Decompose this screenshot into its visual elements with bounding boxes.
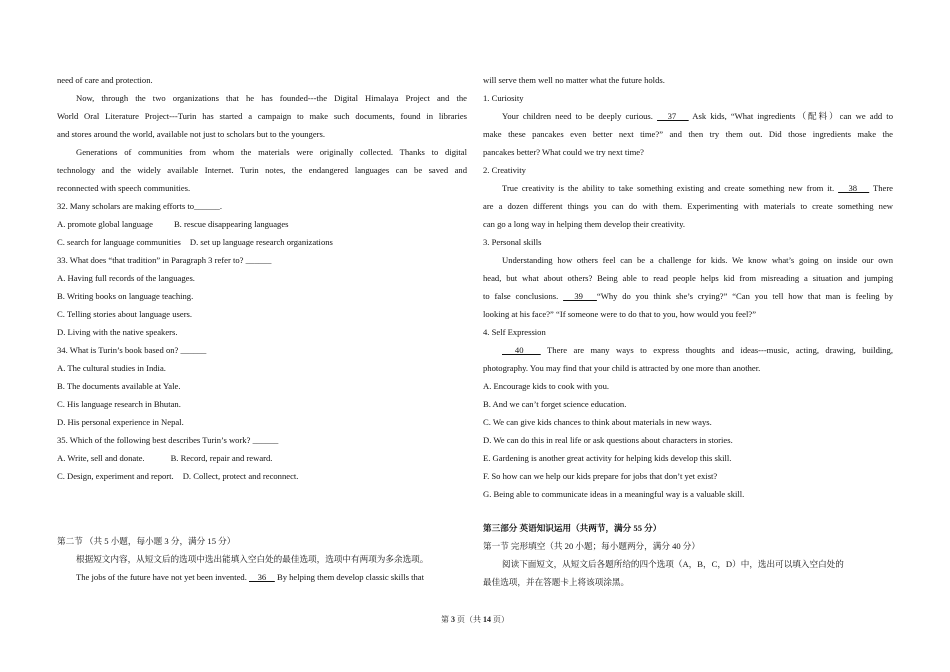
- passage-line: [483, 341, 893, 359]
- text-segment: “Why do you think she’s crying?” “Can you tell how that man is feeling by: [596, 291, 893, 301]
- text-segment: The jobs of the future have not yet been invented.: [76, 572, 250, 582]
- section-2-title: 第二节 （共 5 小题，每小题 3 分，满分 15 分）: [57, 536, 236, 546]
- option-a: A. The cultural studies in India.: [57, 363, 166, 373]
- part-3-title: 第三部分 英语知识运用（共两节，满分 55 分）: [483, 523, 662, 533]
- option-d: D. set up language research organizations: [189, 237, 333, 247]
- spacer: [57, 485, 467, 532]
- question-32-stem: 32. Many scholars are making efforts to______.: [57, 201, 222, 211]
- passage-line: [483, 107, 893, 125]
- option-b: B. Record, repair and reward.: [170, 453, 273, 463]
- text-segment: There: [869, 183, 893, 193]
- heading-personal-skills: 3. Personal skills: [483, 237, 542, 247]
- passage-line: World Oral Literature Project---Turin has started a campaign to make such documents, found in libraries: [57, 111, 467, 121]
- question-35-options-cd: [57, 467, 467, 485]
- passage-line: Understanding how others feel can be a challenge for kids. We know what’s going on inside our own: [502, 255, 893, 265]
- passage-line: [483, 287, 893, 305]
- blank-40: 40: [502, 345, 541, 355]
- part-3-subtitle: 第一节 完形填空（共 20 小题；每小题两分，满分 40 分）: [483, 541, 700, 551]
- option-d: D. Living with the native speakers.: [57, 327, 178, 337]
- option-b: B. rescue disappearing languages: [173, 219, 289, 229]
- option-b: B. The documents available at Yale.: [57, 381, 181, 391]
- answer-option-f: F. So how can we help our kids prepare for jobs that don’t yet exist?: [483, 471, 718, 481]
- option-c: C. search for language communities: [57, 237, 181, 247]
- heading-curiosity: 1. Curiosity: [483, 93, 524, 103]
- blank-39: 39: [563, 291, 597, 301]
- passage-line: reconnected with speech communities.: [57, 183, 191, 193]
- answer-option-c: C. We can give kids chances to think about materials in new ways.: [483, 417, 712, 427]
- footer-text: 第: [441, 615, 451, 624]
- answer-option-d: D. We can do this in real life or ask questions about characters in stories.: [483, 435, 733, 445]
- footer-text: 页）: [491, 615, 509, 624]
- part-3-instruction: 最佳选项，并在答题卡上将该项涂黑。: [483, 577, 630, 587]
- passage-line: head, but what about others? Being able to read people helps kid from misreading a situation and jumping: [483, 273, 893, 283]
- option-a: A. Having full records of the languages.: [57, 273, 195, 283]
- passage-line: can go a long way in helping them develop their creativity.: [483, 219, 686, 229]
- passage-line: Generations of communities from whom the materials were originally collected. Thanks to digital: [76, 147, 467, 157]
- option-d: D. Collect, protect and reconnect.: [182, 471, 299, 481]
- option-a: A. promote global language: [57, 219, 153, 229]
- heading-self-expression: 4. Self Expression: [483, 327, 546, 337]
- option-b: B. Writing books on language teaching.: [57, 291, 194, 301]
- answer-option-a: A. Encourage kids to cook with you.: [483, 381, 610, 391]
- passage-line: photography. You may find that your child is attracted by one more than another.: [483, 363, 761, 373]
- passage-line: and stores around the world, available not just to scholars but to the youngers.: [57, 129, 326, 139]
- answer-option-e: E. Gardening is another great activity for helping kids develop this skill.: [483, 453, 732, 463]
- passage-line: need of care and protection.: [57, 75, 153, 85]
- option-c: C. His language research in Bhutan.: [57, 399, 181, 409]
- passage-line: looking at his face?” “If someone were to do that to you, how would you feel?”: [483, 309, 757, 319]
- part-3-instruction: 阅读下面短文，从短文后各题所给的四个选项（A，B，C，D）中，选出可以填入空白处的: [502, 559, 844, 569]
- text-segment: True creativity is the ability to take something existing and create something new from it.: [502, 183, 839, 193]
- option-d: D. His personal experience in Nepal.: [57, 417, 184, 427]
- page-total: 14: [483, 615, 491, 624]
- question-35-options-ab: [57, 449, 467, 467]
- passage-line: [483, 179, 893, 197]
- blank-36: 36: [249, 572, 275, 582]
- question-34-stem: 34. What is Turin’s book based on? ______: [57, 345, 207, 355]
- page-number: 3: [451, 615, 455, 624]
- question-35-stem: 35. Which of the following best describes Turin’s work? ______: [57, 435, 279, 445]
- question-32-options-cd: [57, 233, 467, 251]
- option-a: A. Write, sell and donate.: [57, 453, 145, 463]
- section-2-instruction: 根据短文内容，从短文后的选项中选出能填入空白处的最佳选项，选项中有两项为多余选项。: [76, 554, 429, 564]
- option-c: C. Design, experiment and report.: [57, 471, 174, 481]
- passage-line: technology and the widely available Internet. Turin notes, the endangered languages can be saved and: [57, 165, 467, 175]
- answer-option-g: G. Being able to communicate ideas in a meaningful way is a valuable skill.: [483, 489, 745, 499]
- passage-line: Now, through the two organizations that he has founded---the Digital Himalaya Project and the: [76, 93, 467, 103]
- blank-38: 38: [838, 183, 870, 193]
- text-segment: By helping them develop classic skills that: [274, 572, 424, 582]
- page-footer: [0, 614, 950, 625]
- passage-line: will serve them well no matter what the future holds.: [483, 75, 665, 85]
- option-c: C. Telling stories about language users.: [57, 309, 193, 319]
- left-column: [57, 71, 467, 586]
- footer-text: 页（共: [455, 615, 483, 624]
- passage-line: are a dozen different things you can do with them. Experimenting with materials to create something new: [483, 201, 893, 211]
- answer-option-b: B. And we can’t forget science education.: [483, 399, 627, 409]
- question-32-options-ab: [57, 215, 467, 233]
- passage-line: pancakes better? What could we try next time?: [483, 147, 644, 157]
- blank-37: 37: [657, 111, 689, 121]
- section-2-first-line: [57, 568, 467, 586]
- question-33-stem: 33. What does “that tradition” in Paragraph 3 refer to? ______: [57, 255, 272, 265]
- text-segment: Ask kids, “What ingredients（配料）can we add to: [688, 111, 893, 121]
- text-segment: to false conclusions.: [483, 291, 564, 301]
- passage-line: make these pancakes even better next time?” and then try them out. Did those ingredients make the: [483, 129, 893, 139]
- text-segment: There are many ways to express thoughts and ideas---music, acting, drawing, building,: [540, 345, 893, 355]
- text-segment: Your children need to be deeply curious.: [502, 111, 658, 121]
- right-column: [483, 71, 893, 591]
- spacer: [483, 503, 893, 519]
- heading-creativity: 2. Creativity: [483, 165, 526, 175]
